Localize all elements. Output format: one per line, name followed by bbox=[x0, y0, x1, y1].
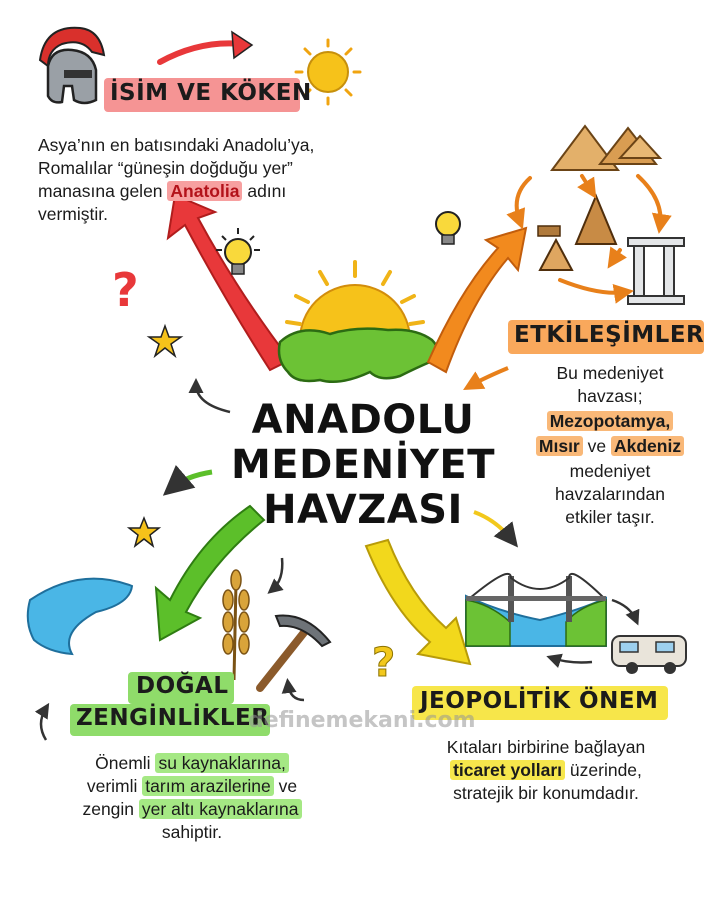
watermark: definemekani.com bbox=[248, 708, 476, 733]
center-title-line: MEDENİYET bbox=[230, 442, 496, 488]
curved-arrow-icon bbox=[552, 658, 592, 663]
jeopolitik-line bbox=[396, 759, 696, 782]
jeopolitik-heading: JEOPOLİTİK ÖNEM bbox=[420, 688, 659, 714]
etkilesimler-line: medeniyet bbox=[569, 461, 651, 481]
dogal-heading-line1: DOĞAL bbox=[136, 673, 229, 699]
light-bulb-icon bbox=[436, 212, 460, 244]
etkilesimler-line bbox=[510, 410, 710, 433]
jeopolitik-text-part: üzerinde, bbox=[569, 760, 642, 780]
dogal-line: sahiptir. bbox=[161, 822, 223, 842]
curved-arrow-icon bbox=[172, 472, 212, 488]
yer-alti-highlight: yer altı kaynaklarına bbox=[139, 799, 302, 819]
star-icon bbox=[149, 326, 181, 356]
isim-koken-line: vermiştir. bbox=[38, 204, 108, 224]
etkilesimler-line: Bu medeniyet bbox=[556, 363, 664, 383]
etkilesimler-line: havzası; bbox=[577, 386, 643, 406]
curved-arrow-icon bbox=[470, 368, 508, 386]
etkilesimler-line: etkiler taşır. bbox=[565, 507, 655, 527]
mezopotamya-highlight: Mezopotamya, bbox=[547, 411, 674, 431]
dogal-line bbox=[42, 752, 342, 775]
wheat-icon bbox=[223, 570, 249, 680]
bridge-icon bbox=[466, 574, 606, 646]
dogal-heading-line2: ZENGİNLİKLER bbox=[76, 705, 270, 731]
top-red-arrow-icon bbox=[160, 43, 242, 62]
river-icon bbox=[28, 579, 132, 654]
isim-koken-text-part: adını bbox=[247, 181, 287, 201]
jeopolitik-line: stratejik bir konumdadır. bbox=[453, 783, 639, 803]
etkilesimler-line: havzalarından bbox=[555, 484, 665, 504]
tarim-arazileri-highlight: tarım arazilerine bbox=[142, 776, 273, 796]
etkilesimler-line bbox=[510, 435, 710, 458]
dogal-text-part: zengin bbox=[82, 799, 135, 819]
jeopolitik-line: Kıtaları birbirine bağlayan bbox=[446, 737, 646, 757]
akdeniz-highlight: Akdeniz bbox=[611, 436, 684, 456]
etkilesimler-text bbox=[510, 362, 710, 529]
civilizations-icon bbox=[517, 126, 684, 304]
isim-koken-text bbox=[38, 134, 398, 226]
dogal-text-part: Önemli bbox=[95, 753, 151, 773]
curved-arrow-icon bbox=[272, 558, 282, 590]
dogal-line bbox=[42, 798, 342, 821]
jeopolitik-text bbox=[396, 736, 696, 805]
center-title bbox=[220, 398, 506, 533]
pickaxe-icon bbox=[260, 616, 330, 688]
caravan-icon bbox=[612, 636, 686, 674]
isim-koken-line: Asya’nın en batısındaki Anadolu’ya, bbox=[38, 135, 315, 155]
curved-arrow-icon bbox=[41, 708, 46, 740]
etkilesimler-text-part: ve bbox=[587, 436, 607, 456]
dogal-text-part: ve bbox=[278, 776, 298, 796]
dogal-text-part: verimli bbox=[86, 776, 138, 796]
etkilesimler-heading: ETKİLEŞİMLER bbox=[514, 322, 705, 348]
curved-arrow-icon bbox=[288, 684, 304, 700]
question-mark-icon: ? bbox=[112, 263, 139, 317]
su-kaynaklari-highlight: su kaynaklarına, bbox=[155, 753, 288, 773]
center-title-line: ANADOLU bbox=[251, 397, 475, 443]
dogal-text bbox=[42, 752, 342, 844]
curved-arrow-icon bbox=[612, 600, 636, 620]
roman-helmet-icon bbox=[40, 28, 104, 103]
misir-highlight: Mısır bbox=[536, 436, 583, 456]
star-icon bbox=[129, 518, 159, 546]
isim-koken-text-part: manasına gelen bbox=[38, 181, 163, 201]
question-mark-icon: ? bbox=[372, 640, 396, 686]
isim-koken-heading: İSİM VE KÖKEN bbox=[110, 80, 312, 106]
ticaret-yollari-highlight: ticaret yolları bbox=[450, 760, 565, 780]
isim-koken-line bbox=[38, 180, 398, 203]
anatolia-highlight: Anatolia bbox=[167, 181, 242, 201]
dogal-line bbox=[42, 775, 342, 798]
turkey-map-sunrise-icon bbox=[279, 262, 438, 382]
center-title-line: HAVZASI bbox=[263, 487, 463, 533]
isim-koken-line: Romalılar “güneşin doğduğu yer” bbox=[38, 158, 293, 178]
